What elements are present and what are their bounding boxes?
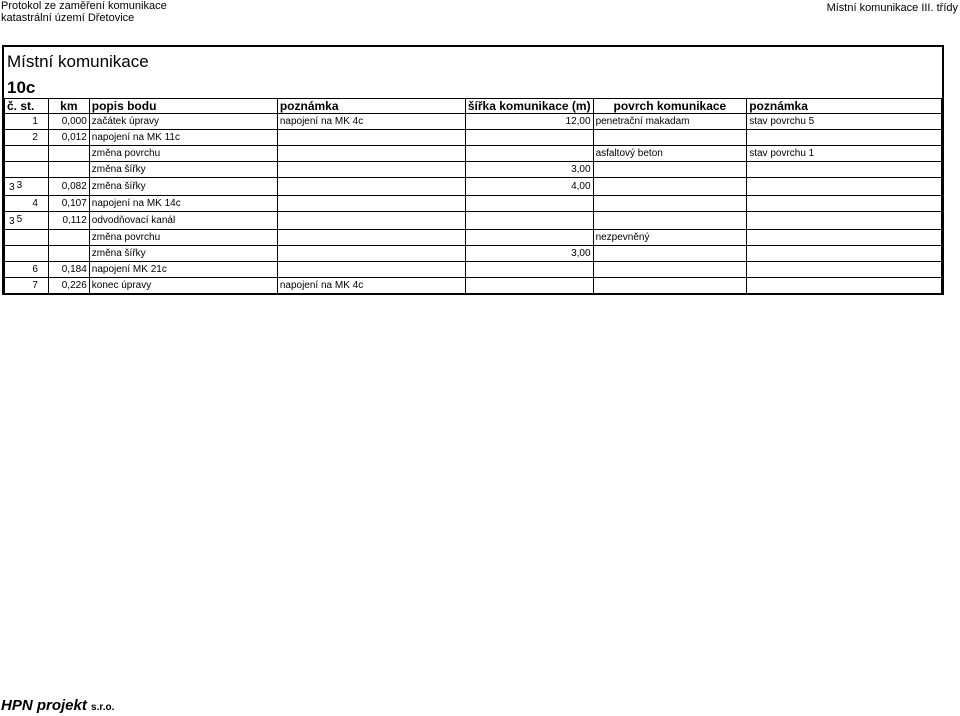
station-cell [5,246,49,262]
col-header-surface: povrch komunikace [593,99,747,114]
note-2-cell-text: stav povrchu 1 [749,148,815,159]
surface-cell [593,114,747,130]
width-cell [465,246,593,262]
col-header-note-2: poznámka [747,99,942,114]
width-cell-text: 3,00 [571,248,591,259]
station-cell [5,262,49,278]
description-cell [89,146,277,162]
note-cell [277,212,465,230]
surface-cell [593,178,747,196]
description-cell-text: změna šířky [91,248,146,259]
note-2-cell [747,278,942,294]
note-cell [277,230,465,246]
table-header-row [5,99,942,114]
description-cell [89,162,277,178]
note-cell [277,130,465,146]
note-2-cell [747,246,942,262]
km-cell [48,230,89,246]
width-cell [465,278,593,294]
company-logo [1,697,114,714]
note-2-cell [747,162,942,178]
width-cell [465,230,593,246]
km-cell [48,162,89,178]
station-cell-text: 2 [32,132,38,143]
description-cell [89,262,277,278]
protocol-title: Protokol ze zaměření komunikace [1,0,167,12]
table-row [5,162,942,178]
width-cell [465,178,593,196]
company-suffix: s.r.o. [91,702,115,713]
station-cell-text: 5 [16,214,23,225]
col-header-station: č. st. [5,99,49,114]
road-class: Místní komunikace III. třídy [826,2,958,14]
station-cell [5,130,49,146]
description-cell-text: změna povrchu [91,148,161,159]
surface-cell [593,146,747,162]
surface-cell-text: nezpevněný [595,232,650,243]
description-cell [89,278,277,294]
note-cell [277,196,465,212]
km-cell [48,246,89,262]
table-row [5,246,942,262]
description-cell [89,230,277,246]
road-code: 10c [7,78,36,97]
surface-cell [593,246,747,262]
km-cell [48,212,89,230]
width-cell [465,262,593,278]
surface-cell [593,196,747,212]
note-2-cell-text: stav povrchu 5 [749,116,815,127]
company-name: HPN projekt [1,697,87,714]
station-cell [5,114,49,130]
survey-table [4,98,942,294]
cadastral-area: katastrální území Dřetovice [1,12,135,24]
station-marker: 3 [9,216,15,227]
station-cell-text: 4 [32,198,38,209]
width-cell-text: 3,00 [571,164,591,175]
col-header-width: šířka komunikace (m) [465,99,593,114]
station-cell [5,278,49,294]
km-cell [48,196,89,212]
document-header-left [1,0,167,24]
width-cell [465,162,593,178]
width-cell [465,146,593,162]
km-cell [48,130,89,146]
note-2-cell [747,146,942,162]
km-cell-text: 0,226 [61,280,87,291]
description-cell-text: konec úpravy [91,280,152,291]
surface-cell [593,262,747,278]
station-cell [5,230,49,246]
station-cell [5,212,49,230]
col-header-km: km [48,99,89,114]
km-cell [48,114,89,130]
col-header-description: popis bodu [89,99,277,114]
note-cell [277,262,465,278]
width-cell-text: 12,00 [565,116,591,127]
width-cell [465,212,593,230]
note-2-cell [747,130,942,146]
note-cell [277,278,465,294]
width-cell [465,130,593,146]
description-cell [89,130,277,146]
surface-cell-text: penetrační makadam [595,116,690,127]
table-row [5,278,942,294]
table-row [5,178,942,196]
station-cell [5,178,49,196]
note-cell [277,114,465,130]
description-cell-text: změna povrchu [91,232,161,243]
km-cell-text: 0,107 [61,198,87,209]
description-cell [89,178,277,196]
surface-cell [593,162,747,178]
description-cell [89,114,277,130]
note-cell [277,246,465,262]
km-cell-text: 0,082 [61,181,87,192]
description-cell [89,196,277,212]
station-marker: 3 [9,182,15,193]
surface-cell [593,212,747,230]
table-row [5,212,942,230]
note-cell [277,178,465,196]
note-2-cell [747,212,942,230]
station-cell [5,162,49,178]
note-cell [277,146,465,162]
panel-title: Místní komunikace [7,52,149,71]
station-cell [5,196,49,212]
width-cell [465,196,593,212]
table-row [5,114,942,130]
width-cell [465,114,593,130]
surface-cell [593,278,747,294]
description-cell [89,212,277,230]
note-cell-text: napojení na MK 4c [279,280,364,291]
description-cell-text: začátek úpravy [91,116,160,127]
description-cell-text: změna šířky [91,181,146,192]
station-cell-text: 6 [32,264,38,275]
note-2-cell [747,196,942,212]
description-cell-text: napojení MK 21c [91,264,167,275]
station-cell-text: 1 [32,116,38,127]
table-row [5,262,942,278]
surface-cell [593,130,747,146]
station-cell [5,146,49,162]
table-row [5,130,942,146]
note-2-cell [747,230,942,246]
surface-cell [593,230,747,246]
note-2-cell [747,178,942,196]
road-panel [2,45,944,295]
km-cell [48,278,89,294]
note-cell-text: napojení na MK 4c [279,116,364,127]
table-row [5,196,942,212]
km-cell-text: 0,012 [61,132,87,143]
description-cell-text: odvodňovací kanál [91,215,176,226]
description-cell-text: napojení na MK 14c [91,198,181,209]
km-cell [48,146,89,162]
km-cell-text: 0,000 [61,116,87,127]
station-cell-text: 3 [16,180,23,191]
description-cell-text: změna šířky [91,164,146,175]
width-cell-text: 4,00 [571,181,591,192]
table-row [5,146,942,162]
description-cell-text: napojení na MK 11c [91,132,180,143]
km-cell [48,178,89,196]
station-cell-text: 7 [32,280,38,291]
note-cell [277,162,465,178]
km-cell-text: 0,112 [62,215,87,226]
km-cell [48,262,89,278]
col-header-note: poznámka [277,99,465,114]
description-cell [89,246,277,262]
note-2-cell [747,114,942,130]
table-row [5,230,942,246]
surface-cell-text: asfaltový beton [595,148,663,159]
km-cell-text: 0,184 [61,264,87,275]
note-2-cell [747,262,942,278]
